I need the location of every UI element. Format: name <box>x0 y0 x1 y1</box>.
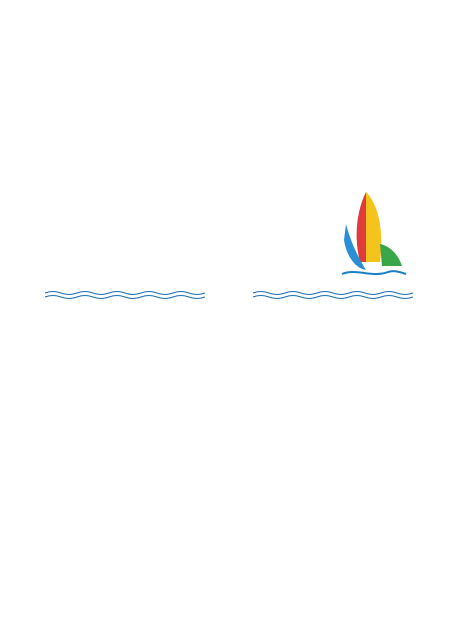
qingdao-sailing-city-logo <box>336 184 410 284</box>
sail-yellow <box>366 192 381 262</box>
sail-green <box>380 244 402 266</box>
wave-line <box>342 271 406 274</box>
section-divider <box>45 288 415 302</box>
sail-red <box>357 192 366 262</box>
